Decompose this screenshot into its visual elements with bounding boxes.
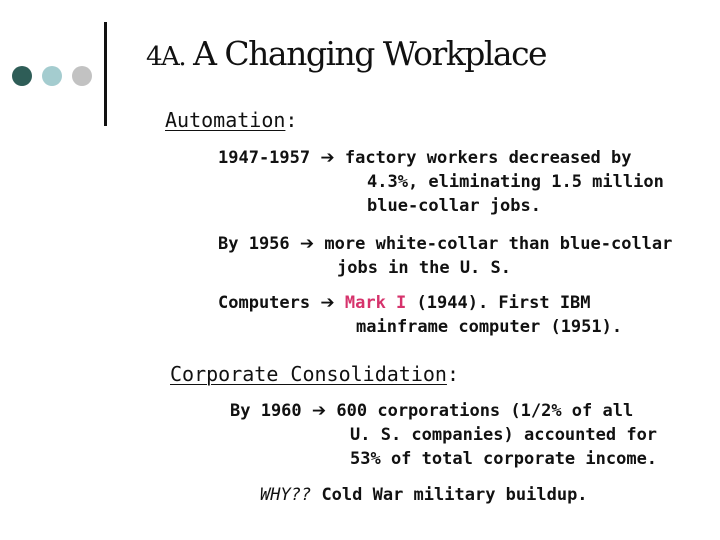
automation-item-3 [218,291,591,315]
automation-item-1 [218,146,631,170]
slide-title-text: A Changing Workplace [193,34,547,73]
automation-heading-text: Automation [165,108,286,132]
item-lead: By 1956 [218,234,290,254]
item-lead: By 1960 [230,401,302,421]
item-text: more white-collar than blue-collar [324,234,673,254]
consolidation-heading-text: Corporate Consolidation [170,362,447,386]
automation-item-2-cont: jobs in the U. S. [337,258,511,278]
automation-item-1-cont: blue-collar jobs. [367,196,541,216]
automation-item-2 [218,232,672,256]
heading-colon: : [285,108,298,132]
mark-i-highlight: Mark I [344,293,407,313]
item-text: factory workers decreased by [344,148,632,168]
consolidation-heading [170,362,459,386]
title-divider [104,22,107,126]
why-label: WHY?? [260,485,312,505]
item-lead: Computers [218,293,311,313]
why-line [260,483,588,507]
arrow-icon: ➔ [320,148,335,168]
automation-item-3-cont: mainframe computer (1951). [356,317,623,337]
item-text: 600 corporations (1/2% of all [336,401,634,421]
arrow-icon: ➔ [299,234,315,254]
slide-number: 4A. [146,42,186,72]
light-teal-dot [42,66,62,86]
slide-title [146,34,546,73]
consolidation-item-1-cont: 53% of total corporate income. [350,449,658,469]
heading-colon: : [446,362,459,386]
arrow-icon: ➔ [311,401,327,421]
item-text: (1944). First IBM [406,293,591,313]
item-lead: 1947-1957 [218,148,311,168]
consolidation-item-1-cont: U. S. companies) accounted for [350,425,658,445]
consolidation-item-1 [230,399,633,423]
dark-teal-dot [12,66,32,86]
arrow-icon: ➔ [320,293,335,313]
why-answer: Cold War military buildup. [321,485,588,505]
automation-heading [165,108,297,132]
gray-dot [72,66,92,86]
automation-item-1-cont: 4.3%, eliminating 1.5 million [367,172,664,192]
